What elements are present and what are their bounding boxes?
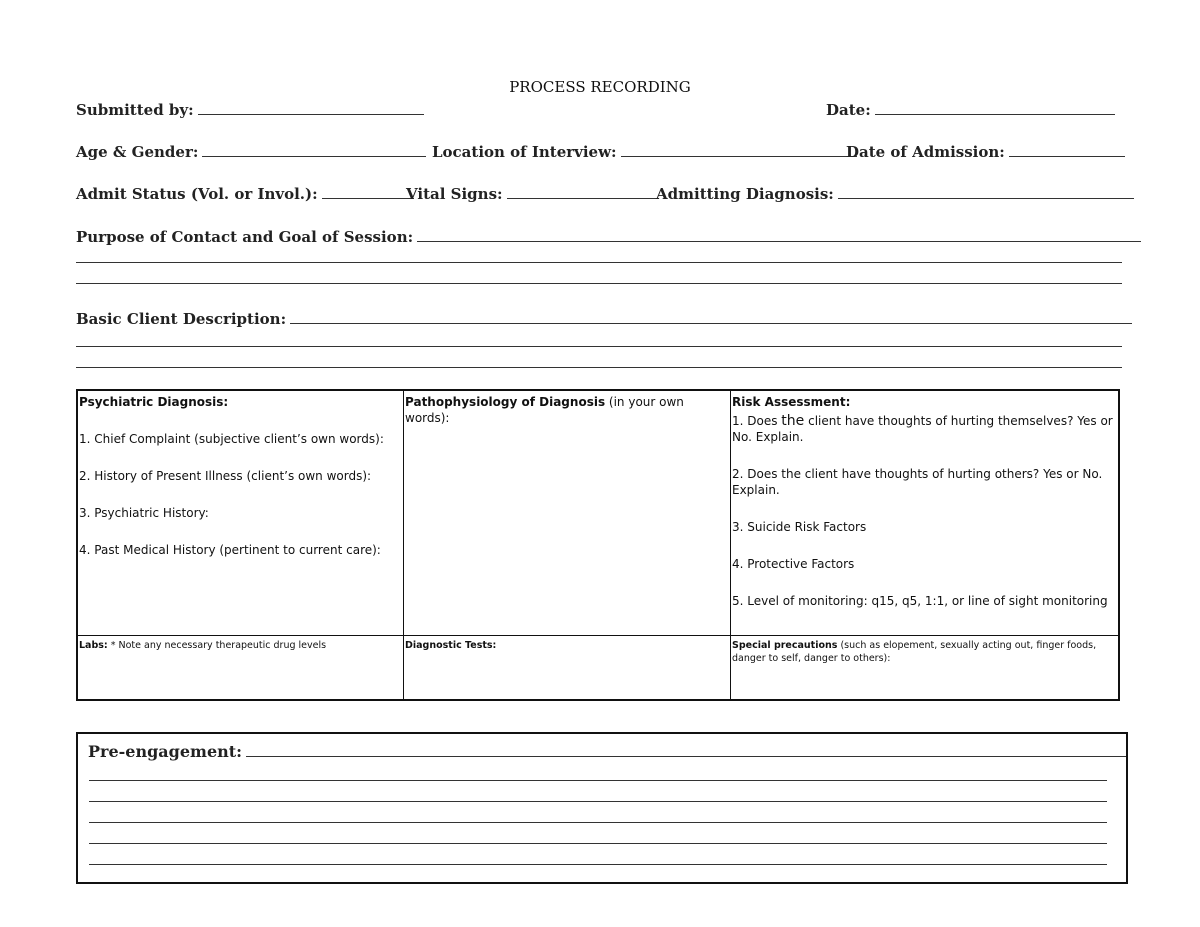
special-precautions-heading: Special precautions — [732, 640, 838, 651]
location-field[interactable] — [621, 142, 857, 157]
admission-date-label: Date of Admission: — [846, 143, 1005, 161]
risk-item-5: 5. Level of monitoring: q15, q5, 1:1, or line of sight monitoring — [732, 594, 1108, 608]
present-illness-item: 2. History of Present Illness (client’s own words): — [79, 469, 372, 483]
client-description-line-2[interactable] — [76, 346, 1122, 347]
risk-item-1-the: the — [781, 413, 805, 429]
medical-history-item: 4. Past Medical History (pertinent to current care): — [79, 543, 381, 557]
risk-assessment-cell[interactable] — [732, 394, 1120, 609]
admit-status-row — [76, 184, 414, 203]
diagnostic-tests-cell[interactable] — [405, 639, 727, 652]
risk-item-1-rest: client have thoughts of hurting themselves? Yes or — [804, 414, 1113, 428]
vital-signs-row — [406, 184, 659, 203]
table-divider — [78, 635, 1118, 636]
risk-assessment-heading: Risk Assessment: — [732, 395, 851, 409]
preengagement-line-6[interactable] — [89, 864, 1107, 865]
admit-status-field[interactable] — [322, 184, 414, 199]
submitted-by-label: Submitted by: — [76, 101, 194, 119]
risk-item-1-cont: No. Explain. — [732, 430, 804, 444]
diagnostic-tests-heading: Diagnostic Tests: — [405, 640, 497, 651]
preengagement-line-2[interactable] — [89, 780, 1107, 781]
risk-item-2: 2. Does the client have thoughts of hurting others? Yes or No. — [732, 467, 1103, 481]
page-title: PROCESS RECORDING — [509, 78, 691, 96]
pathophysiology-heading: Pathophysiology of Diagnosis — [405, 395, 606, 409]
admitting-diagnosis-field[interactable] — [838, 184, 1134, 199]
purpose-field[interactable] — [417, 227, 1141, 242]
psychiatric-diagnosis-cell[interactable] — [79, 394, 399, 558]
psychiatric-history-item: 3. Psychiatric History: — [79, 506, 209, 520]
preengagement-box — [76, 732, 1128, 884]
submitted-by-row — [76, 100, 424, 119]
special-precautions-cell[interactable] — [732, 639, 1120, 665]
special-precautions-text: (such as elopement, sexually acting out, finger foods, — [837, 640, 1097, 651]
preengagement-row — [88, 742, 1126, 761]
date-label: Date: — [826, 101, 871, 119]
location-label: Location of Interview: — [432, 143, 617, 161]
admitting-diagnosis-row — [656, 184, 1134, 203]
preengagement-line-4[interactable] — [89, 822, 1107, 823]
date-field[interactable] — [875, 100, 1115, 115]
client-description-line-3[interactable] — [76, 367, 1122, 368]
client-description-row — [76, 309, 1132, 328]
admitting-diagnosis-label: Admitting Diagnosis: — [656, 185, 834, 203]
preengagement-line-5[interactable] — [89, 843, 1107, 844]
labs-note: * Note any necessary therapeutic drug levels — [107, 640, 327, 651]
purpose-label: Purpose of Contact and Goal of Session: — [76, 228, 414, 246]
table-divider — [403, 391, 404, 699]
location-row — [432, 142, 857, 161]
vital-signs-field[interactable] — [507, 184, 659, 199]
risk-item-4: 4. Protective Factors — [732, 557, 855, 571]
admission-date-field[interactable] — [1009, 142, 1125, 157]
preengagement-line-3[interactable] — [89, 801, 1107, 802]
special-precautions-text-cont: danger to self, danger to others): — [732, 653, 891, 664]
labs-heading: Labs: — [79, 640, 108, 651]
labs-cell[interactable] — [79, 639, 399, 652]
admit-status-label: Admit Status (Vol. or Invol.): — [76, 185, 318, 203]
age-gender-label: Age & Gender: — [76, 143, 199, 161]
vital-signs-label: Vital Signs: — [406, 185, 503, 203]
admission-date-row — [846, 142, 1125, 161]
preengagement-label: Pre-engagement: — [88, 742, 243, 761]
chief-complaint-item: 1. Chief Complaint (subjective client’s own words): — [79, 432, 384, 446]
client-description-label: Basic Client Description: — [76, 310, 287, 328]
preengagement-field[interactable] — [246, 742, 1126, 757]
submitted-by-field[interactable] — [198, 100, 424, 115]
purpose-line-2[interactable] — [76, 262, 1122, 263]
risk-item-3: 3. Suicide Risk Factors — [732, 520, 867, 534]
pathophysiology-cell[interactable] — [405, 394, 727, 426]
risk-item-2-cont: Explain. — [732, 483, 780, 497]
age-gender-field[interactable] — [202, 142, 426, 157]
age-gender-row — [76, 142, 426, 161]
pathophysiology-subtext: (in your own words): — [405, 395, 684, 425]
client-description-field[interactable] — [290, 309, 1132, 324]
risk-item-1: 1. Does — [732, 414, 782, 428]
assessment-table — [76, 389, 1120, 701]
psychiatric-diagnosis-heading: Psychiatric Diagnosis: — [79, 395, 229, 409]
table-divider — [730, 391, 731, 699]
purpose-row — [76, 227, 1141, 246]
purpose-line-3[interactable] — [76, 283, 1122, 284]
date-row — [826, 100, 1115, 119]
